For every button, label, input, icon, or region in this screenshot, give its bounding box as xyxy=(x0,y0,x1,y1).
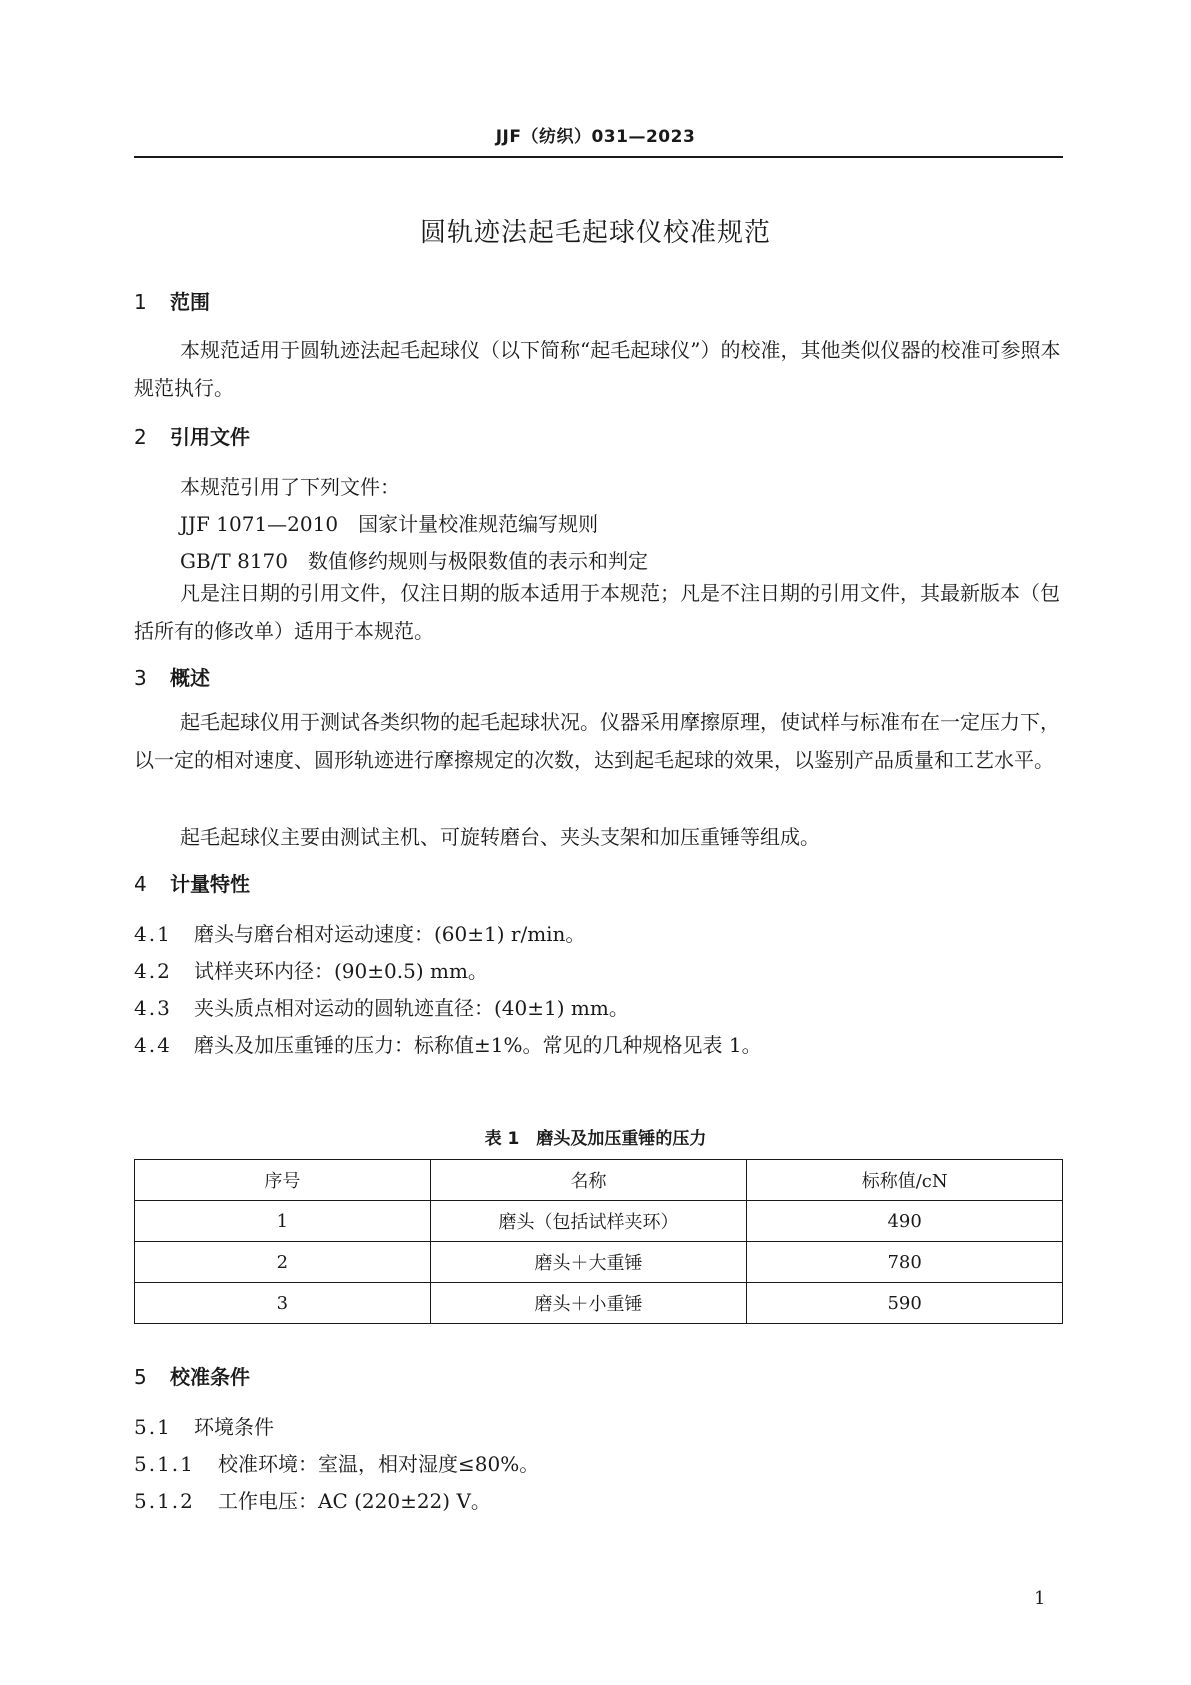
table-cell: 磨头＋大重锤 xyxy=(430,1242,747,1283)
table-cell: 3 xyxy=(135,1283,431,1324)
table-cell: 780 xyxy=(747,1242,1063,1283)
section-title: 范围 xyxy=(170,290,210,314)
document-code-header: JJF（纺织）031—2023 xyxy=(495,127,696,147)
clause-number: 5.1.2 xyxy=(134,1489,195,1513)
section-heading-5 xyxy=(134,1361,250,1390)
clause-4-4 xyxy=(134,1029,762,1058)
section-number: 1 xyxy=(134,290,147,314)
column-header: 标称值/cN xyxy=(747,1160,1063,1201)
page-title: 圆轨迹法起毛起球仪校准规范 xyxy=(419,218,771,248)
table-row xyxy=(135,1283,1063,1324)
reference-item: JJF 1071—2010 国家计量校准规范编写规则 xyxy=(180,512,599,536)
clause-text: 夹头质点相对运动的圆轨迹直径：(40±1) mm。 xyxy=(194,996,629,1020)
clause-4-2 xyxy=(134,955,488,984)
section-title: 计量特性 xyxy=(170,872,250,896)
clause-number: 4.4 xyxy=(134,1033,172,1057)
column-header: 序号 xyxy=(135,1160,431,1201)
section-number: 5 xyxy=(134,1365,147,1389)
reference-item: GB/T 8170 数值修约规则与极限数值的表示和判定 xyxy=(180,549,649,573)
table-header-row xyxy=(135,1160,1063,1201)
page-number: 1 xyxy=(1034,1588,1046,1609)
section-number: 3 xyxy=(134,666,147,690)
section-title: 概述 xyxy=(170,666,210,690)
clause-text: 磨头与磨台相对运动速度：(60±1) r/min。 xyxy=(194,922,586,946)
clause-number: 5.1 xyxy=(134,1415,172,1439)
clause-text: 校准环境：室温，相对湿度≤80%。 xyxy=(218,1452,540,1476)
table-caption: 表 1 磨头及加压重锤的压力 xyxy=(484,1129,707,1149)
section-3-paragraph-2: 起毛起球仪主要由测试主机、可旋转磨台、夹头支架和加压重锤等组成。 xyxy=(180,825,820,849)
table-cell: 2 xyxy=(135,1242,431,1283)
column-header: 名称 xyxy=(430,1160,747,1201)
section-2-paragraph: 凡是注日期的引用文件，仅注日期的版本适用于本规范；凡是不注日期的引用文件，其最新版本（包括所有的修改单）适用于本规范。 xyxy=(134,581,1060,643)
clause-4-3 xyxy=(134,992,629,1021)
section-heading-4 xyxy=(134,868,250,897)
section-title: 校准条件 xyxy=(170,1365,250,1389)
table-row xyxy=(135,1242,1063,1283)
table-cell: 磨头＋小重锤 xyxy=(430,1283,747,1324)
clause-number: 4.1 xyxy=(134,922,172,946)
section-number: 4 xyxy=(134,872,147,896)
table-cell: 590 xyxy=(747,1283,1063,1324)
section-title: 引用文件 xyxy=(170,425,250,449)
clause-5-1-2 xyxy=(134,1485,491,1514)
pressure-table xyxy=(134,1159,1063,1324)
clause-number: 4.3 xyxy=(134,996,172,1020)
clause-number: 4.2 xyxy=(134,959,172,983)
section-heading-2 xyxy=(134,421,250,450)
table-cell: 磨头（包括试样夹环） xyxy=(430,1201,747,1242)
header-rule xyxy=(134,156,1063,158)
clause-text: 磨头及加压重锤的压力：标称值±1%。常见的几种规格见表 1。 xyxy=(194,1033,762,1057)
table-row xyxy=(135,1201,1063,1242)
section-number: 2 xyxy=(134,425,147,449)
section-3-paragraph-1: 起毛起球仪用于测试各类织物的起毛起球状况。仪器采用摩擦原理，使试样与标准布在一定压力下，以一定的相对速度、圆形轨迹进行摩擦规定的次数，达到起毛起球的效果，以鉴别产品质量和工艺水平。 xyxy=(134,710,1060,772)
clause-text: 试样夹环内径：(90±0.5) mm。 xyxy=(194,959,488,983)
section-1-paragraph: 本规范适用于圆轨迹法起毛起球仪（以下简称“起毛起球仪”）的校准，其他类似仪器的校准可参照本规范执行。 xyxy=(134,338,1061,400)
clause-4-1 xyxy=(134,918,585,947)
references-intro: 本规范引用了下列文件： xyxy=(180,475,400,499)
section-heading-3 xyxy=(134,662,210,691)
table-cell: 490 xyxy=(747,1201,1063,1242)
clause-number: 5.1.1 xyxy=(134,1452,195,1476)
clause-text: 工作电压：AC (220±22) V。 xyxy=(218,1489,491,1513)
clause-text: 环境条件 xyxy=(194,1415,274,1439)
clause-5-1-1 xyxy=(134,1448,539,1477)
clause-5-1 xyxy=(134,1411,274,1440)
table-cell: 1 xyxy=(135,1201,431,1242)
section-heading-1 xyxy=(134,286,210,315)
